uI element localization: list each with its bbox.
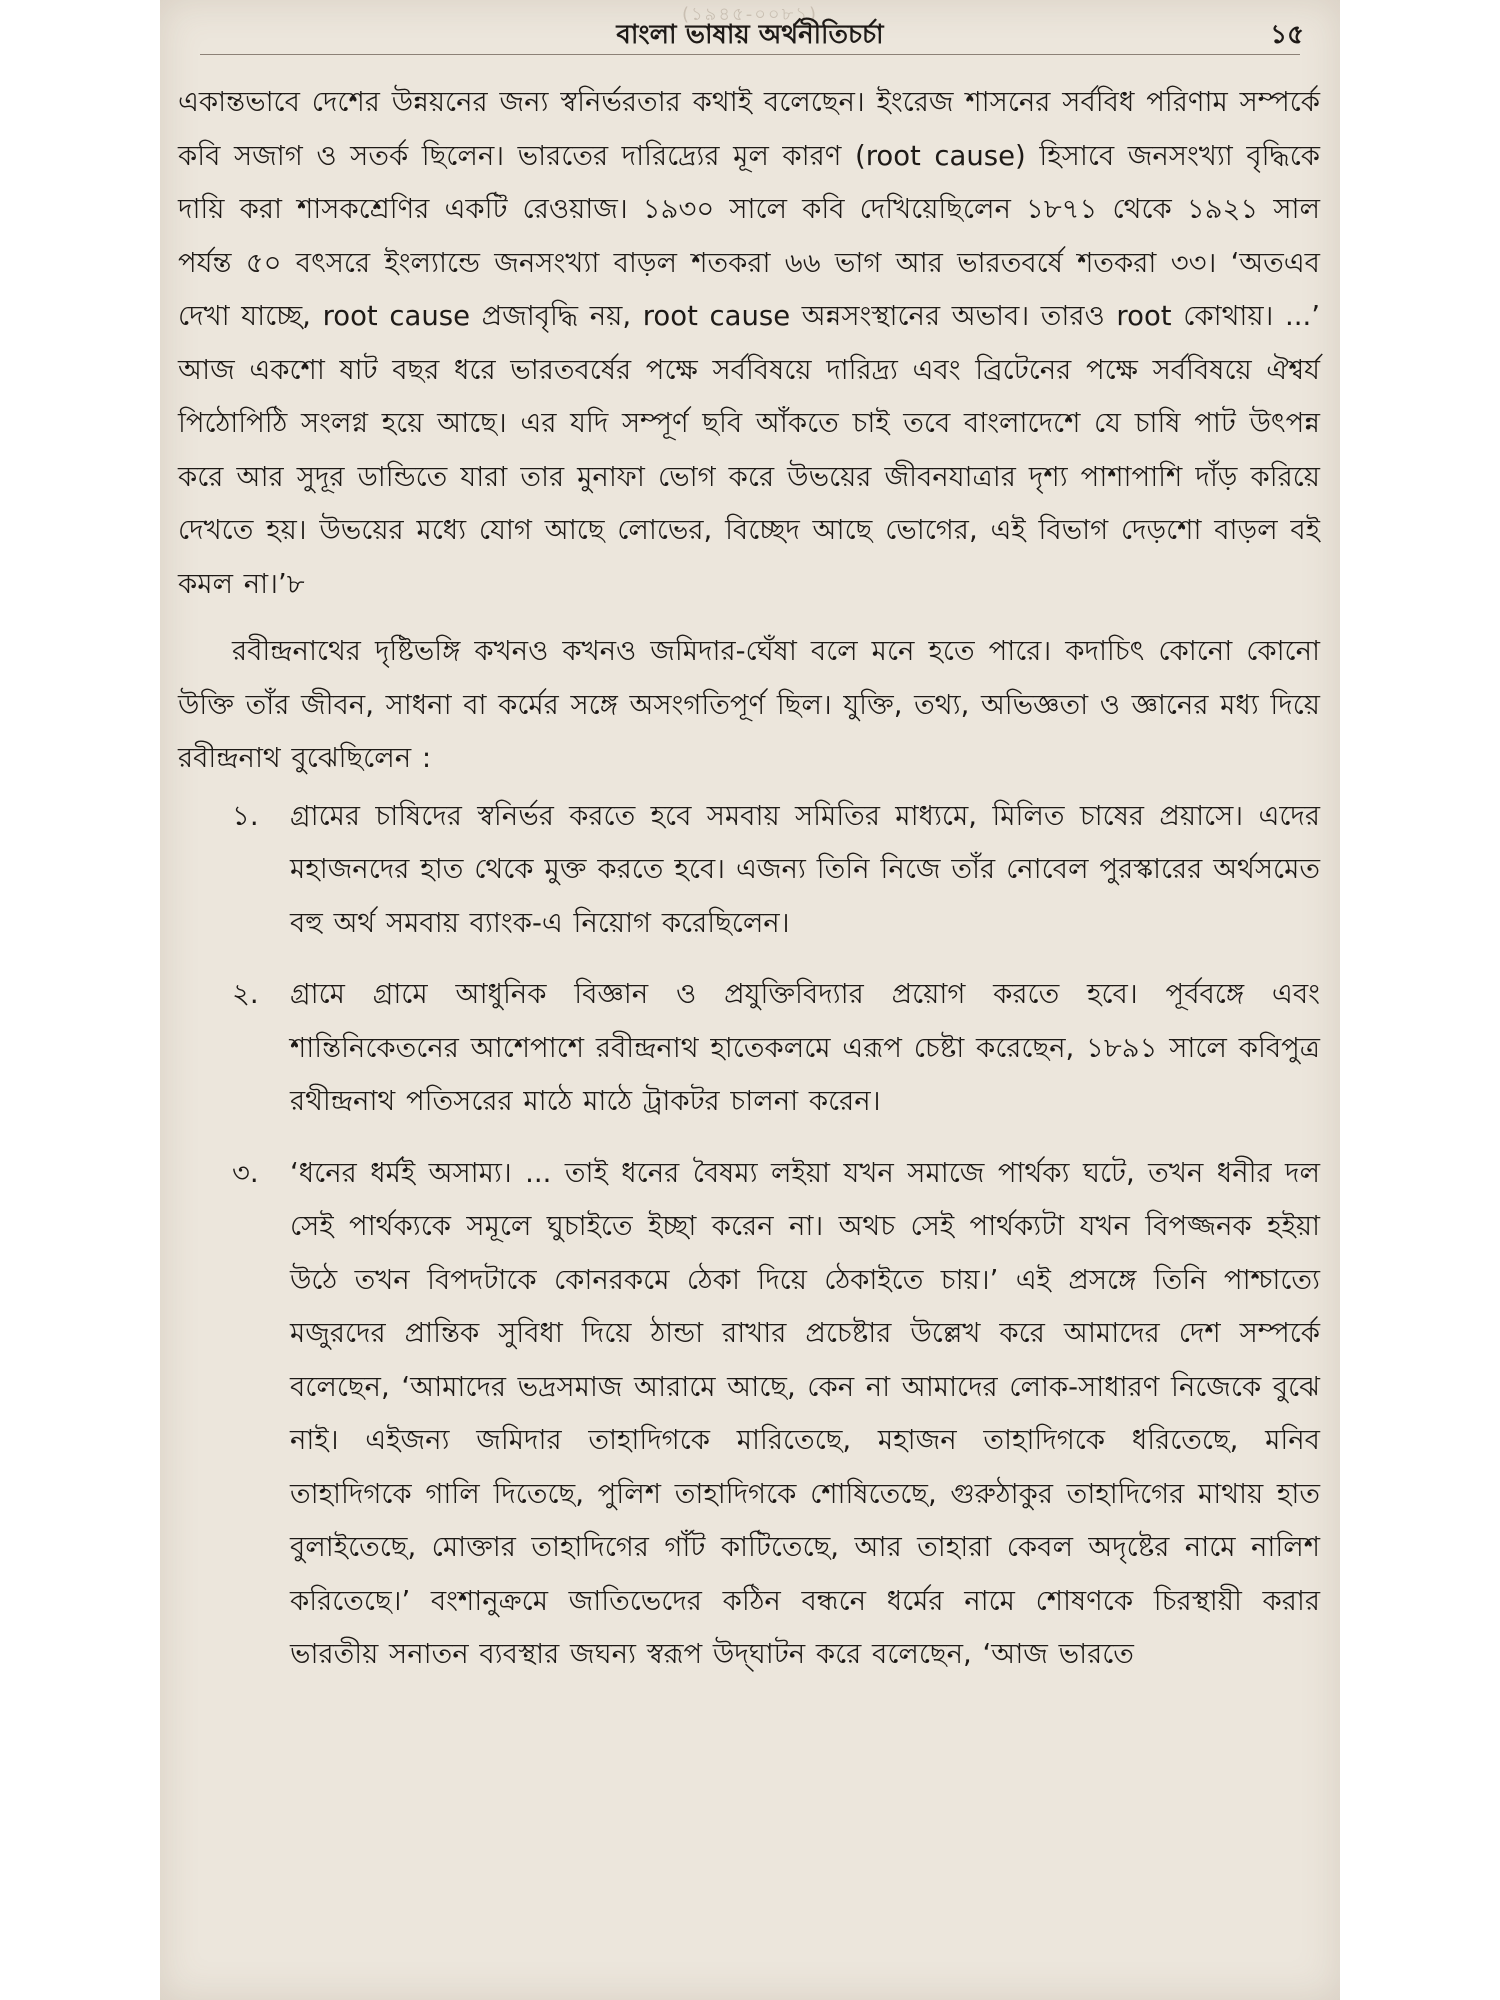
list-item-number: ২. <box>232 978 259 1010</box>
page-body <box>178 76 1320 1700</box>
list-item <box>178 968 1320 1129</box>
list-item-number: ১. <box>232 799 259 832</box>
book-page <box>160 0 1340 2000</box>
list-item-text: ‘ধনের ধর্মই অসাম্য। ... তাই ধনের বৈষম্য লইয়া যখন সমাজে পার্থক্য ঘটে, তখন ধনীর দল সেই পার্থক্যকে সমূলে ঘুচাইতে ইচ্ছা করেন না। অথচ সেই পার্থক্যটা যখন বিপজ্জনক হইয়া উঠে তখন বিপদটাকে কোনরকমে ঠেকা দিয়ে ঠেকাইতে চায়।’ এই প্রসঙ্গে তিনি পাশ্চাত্যে মজুরদের প্রান্তিক সুবিধা দিয়ে ঠান্ডা রাখার প্রচেষ্টার উল্লেখ করে আমাদের দেশ সম্পর্কে বলেছেন, ‘আমাদের ভদ্রসমাজ আরামে আছে, কেন না আমাদের লোক-সাধারণ নিজেকে বুঝে নাই। এইজন্য জমিদার তাহাদিগকে মারিতেছে, মহাজন তাহাদিগকে ধরিতেছে, মনিব তাহাদিগকে গালি দিতেছে, পুলিশ তাহাদিগকে শোষিতেছে, গুরুঠাকুর তাহাদিগের মাথায় হাত বুলাইতেছে, মোক্তার তাহাদিগের গাঁট কাটিতেছে, আর তাহারা কেবল অদৃষ্টের নামে নালিশ করিতেছে।’ বংশানুক্রমে জাতিভেদের কঠিন বন্ধনে ধর্মের নামে শোষণকে চিরস্থায়ী করার ভারতীয় সনাতন ব্যবস্থার জঘন্য স্বরূপ উদ্‌ঘাটন করে বলেছেন, ‘আজ ভারতে <box>290 1156 1320 1670</box>
page-number: ১৫ <box>1270 20 1304 50</box>
list-item <box>178 1147 1320 1682</box>
running-title: বাংলা ভাষায় অর্থনীতিচর্চা <box>616 20 884 50</box>
list-item-number: ৩. <box>232 1156 259 1189</box>
list-item-text: গ্রামের চাষিদের স্বনির্ভর করতে হবে সমবায় সমিতির মাধ্যমে, মিলিত চাষের প্রয়াসে। এদের মহাজনদের হাত থেকে মুক্ত করতে হবে। এজন্য তিনি নিজে তাঁর নোবেল পুরস্কারের অর্থসমেত বহু অর্থ সমবায় ব্যাংক-এ নিয়োগ করেছিলেন। <box>290 799 1320 939</box>
list-item-text: গ্রামে গ্রামে আধুনিক বিজ্ঞান ও প্রযুক্তিবিদ্যার প্রয়োগ করতে হবে। পূর্ববঙ্গে এবং শান্তিনিকেতনের আশেপাশে রবীন্দ্রনাথ হাতেকলমে এরূপ চেষ্টা করেছেন, ১৮৯১ সালে কবিপুত্র রথীন্দ্রনাথ পতিসরের মাঠে মাঠে ট্রাকটর চালনা করেন। <box>290 978 1320 1117</box>
numbered-list <box>178 790 1320 1682</box>
paragraph-continued: একান্তভাবে দেশের উন্নয়নের জন্য স্বনির্ভরতার কথাই বলেছেন। ইংরেজ শাসনের সর্ববিধ পরিণাম সম্পর্কে কবি সজাগ ও সতর্ক ছিলেন। ভারতের দারিদ্র্যের মূল কারণ (root cause) হিসাবে জনসংখ্যা বৃদ্ধিকে দায়ি করা শাসকশ্রেণির একটি রেওয়াজ। ১৯৩০ সালে কবি দেখিয়েছিলেন ১৮৭১ থেকে ১৯২১ সাল পর্যন্ত ৫০ বৎসরে ইংল্যান্ডে জনসংখ্যা বাড়ল শতকরা ৬৬ ভাগ আর ভারতবর্ষে শতকরা ৩৩। ‘অতএব দেখা যাচ্ছে, root cause প্রজাবৃদ্ধি নয়, root cause অন্নসংস্থানের অভাব। তারও root কোথায়। ...’ আজ একশো ষাট বছর ধরে ভারতবর্ষের পক্ষে সর্ববিষয়ে দারিদ্র্য এবং ব্রিটেনের পক্ষে সর্ববিষয়ে ঐশ্বর্য পিঠোপিঠি সংলগ্ন হয়ে আছে। এর যদি সম্পূর্ণ ছবি আঁকতে চাই তবে বাংলাদেশে যে চাষি পাট উৎপন্ন করে আর সুদূর ডান্ডিতে যারা তার মুনাফা ভোগ করে উভয়ের জীবনযাত্রার দৃশ্য পাশাপাশি দাঁড় করিয়ে দেখতে হয়। উভয়ের মধ্যে যোগ আছে লোভের, বিচ্ছেদ আছে ভোগের, এই বিভাগ দেড়শো বাড়ল বই কমল না।’৮ <box>178 86 1320 600</box>
running-header <box>160 8 1340 52</box>
list-item <box>178 790 1320 951</box>
header-rule <box>200 54 1300 55</box>
bleed-through-text: (১৯৪৫-০০৮১) <box>681 4 819 25</box>
paragraph-tagore-views: রবীন্দ্রনাথের দৃষ্টিভঙ্গি কখনও কখনও জমিদার-ঘেঁষা বলে মনে হতে পারে। কদাচিৎ কোনো কোনো উক্তি তাঁর জীবন, সাধনা বা কর্মের সঙ্গে অসংগতিপূর্ণ ছিল। যুক্তি, তথ্য, অভিজ্ঞতা ও জ্ঞানের মধ্য দিয়ে রবীন্দ্রনাথ বুঝেছিলেন : <box>178 635 1320 774</box>
